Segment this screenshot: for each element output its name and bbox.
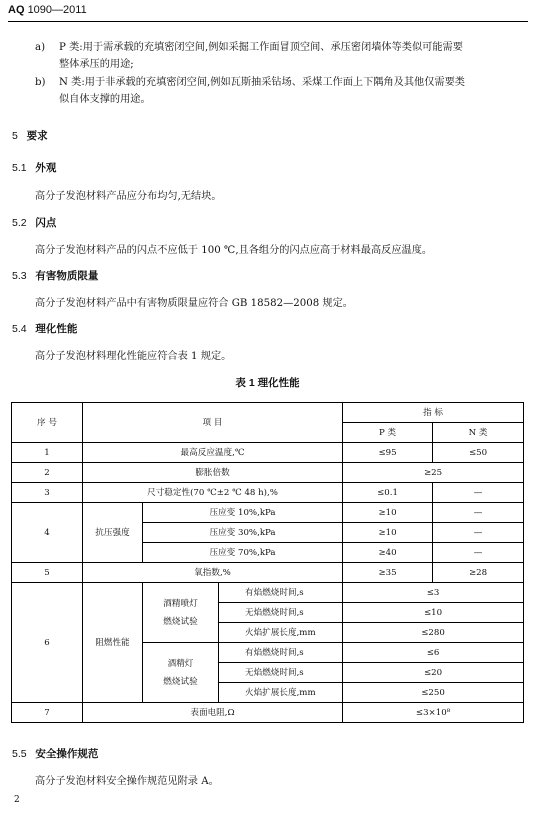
cell-n: —: [433, 483, 524, 503]
cell-seq: 6: [12, 583, 83, 703]
section-number: 5.4: [12, 323, 27, 335]
section-number: 5.5: [12, 748, 27, 760]
table-row: [12, 443, 524, 463]
section-title: 理化性能: [35, 323, 78, 335]
subgroup-line: 燃烧试验: [163, 616, 198, 627]
cell-p: ≤95: [343, 443, 433, 463]
section-title: 有害物质限量: [35, 270, 99, 282]
subgroup-line: 酒精灯: [167, 658, 194, 669]
section-title: 安全操作规范: [35, 748, 99, 760]
cell-n: —: [433, 503, 524, 523]
cell-item: 有焰燃烧时间,s: [219, 583, 343, 603]
section-body-5-5: 高分子发泡材料安全操作规范见附录 A。: [35, 776, 219, 787]
cell-seq: 7: [12, 703, 83, 723]
section-body-5-2: 高分子发泡材料产品的闪点不应低于 100 ℃,且各组分的闪点应高于材料最高反应温度。: [35, 245, 433, 256]
header-seq: 序 号: [12, 403, 83, 443]
cell-seq: 5: [12, 563, 83, 583]
section-number: 5.3: [12, 270, 27, 282]
cell-pn: ≥25: [343, 463, 524, 483]
header-rule: [8, 21, 528, 22]
section-number: 5.1: [12, 162, 27, 174]
cell-pn: ≤10: [343, 603, 524, 623]
cell-n: ≤50: [433, 443, 524, 463]
standard-prefix: AQ: [8, 4, 25, 16]
section-title: 外观: [35, 162, 57, 174]
list-item-text-cont: 似自体支撑的用途。: [59, 94, 151, 105]
section-heading-5-3: [12, 268, 98, 283]
table-row: [12, 463, 524, 483]
section-number: 5: [12, 130, 18, 142]
cell-p: ≥40: [343, 543, 433, 563]
cell-item: 无焰燃烧时间,s: [219, 603, 343, 623]
cell-group: 抗压强度: [83, 503, 143, 563]
header-p: P 类: [343, 423, 433, 443]
header-item: 项 目: [83, 403, 343, 443]
cell-pn: ≤250: [343, 683, 524, 703]
cell-p: ≤0.1: [343, 483, 433, 503]
list-item-b: [35, 74, 525, 108]
table-row: [12, 503, 524, 523]
list-item-label: b): [35, 77, 46, 88]
cell-item: 压应变 30%,kPa: [143, 523, 343, 543]
header-index: 指 标: [343, 403, 524, 423]
properties-table: [11, 402, 524, 723]
section-number: 5.2: [12, 217, 27, 229]
cell-item: 尺寸稳定性(70 ℃±2 ℃ 48 h),%: [83, 483, 343, 503]
cell-pn: ≤3×10⁸: [343, 703, 524, 723]
section-body-5-1: 高分子发泡材料产品应分布均匀,无结块。: [35, 191, 222, 202]
cell-pn: ≤20: [343, 663, 524, 683]
list-item-text: P 类:用于需承载的充填密闭空间,例如采掘工作面冒顶空间、承压密闭墙体等类似可能需要: [59, 42, 463, 53]
subgroup-line: 燃烧试验: [163, 676, 198, 687]
cell-n: ≥28: [433, 563, 524, 583]
cell-seq: 1: [12, 443, 83, 463]
header-n: N 类: [433, 423, 524, 443]
cell-item: 有焰燃烧时间,s: [219, 643, 343, 663]
table-row: [12, 703, 524, 723]
list-item-label: a): [35, 42, 46, 53]
cell-n: —: [433, 523, 524, 543]
section-heading-5-1: [12, 160, 56, 175]
list-item-text: N 类:用于非承载的充填密闭空间,例如瓦斯抽采钻场、采煤工作面上下隅角及其他仅需要类: [59, 77, 465, 88]
section-heading-5-2: [12, 215, 56, 230]
cell-pn: ≤280: [343, 623, 524, 643]
cell-n: —: [433, 543, 524, 563]
cell-group: 阻燃性能: [83, 583, 143, 703]
cell-seq: 4: [12, 503, 83, 563]
cell-subgroup: [143, 643, 219, 703]
cell-p: ≥10: [343, 503, 433, 523]
cell-p: ≥10: [343, 523, 433, 543]
cell-item: 压应变 10%,kPa: [143, 503, 343, 523]
cell-item: 表面电阻,Ω: [83, 703, 343, 723]
table-row: [12, 483, 524, 503]
table-header-row: [12, 403, 524, 423]
section-heading-5-5: [12, 746, 98, 761]
cell-p: ≥35: [343, 563, 433, 583]
section-heading-5: [12, 128, 48, 143]
section-title: 闪点: [35, 217, 57, 229]
cell-item: 无焰燃烧时间,s: [219, 663, 343, 683]
page-number: 2: [14, 795, 20, 805]
cell-item: 氧指数,%: [83, 563, 343, 583]
cell-item: 膨胀倍数: [83, 463, 343, 483]
cell-seq: 3: [12, 483, 83, 503]
list-item-text-cont: 整体承压的用途;: [59, 59, 134, 70]
cell-item: 最高反应温度,℃: [83, 443, 343, 463]
cell-item: 火焰扩展长度,mm: [219, 683, 343, 703]
section-body-5-4: 高分子发泡材料理化性能应符合表 1 规定。: [35, 351, 232, 362]
section-heading-5-4: [12, 321, 77, 336]
cell-item: 压应变 70%,kPa: [143, 543, 343, 563]
list-item-a: [35, 39, 525, 73]
table-row: [12, 583, 524, 603]
cell-subgroup: [143, 583, 219, 643]
subgroup-line: 酒精喷灯: [163, 598, 198, 609]
table-row: [12, 563, 524, 583]
cell-pn: ≤3: [343, 583, 524, 603]
table-caption: 表 1 理化性能: [235, 377, 300, 389]
standard-code: 1090—2011: [27, 4, 87, 16]
section-title: 要求: [26, 130, 48, 142]
section-body-5-3: 高分子发泡材料产品中有害物质限量应符合 GB 18582—2008 规定。: [35, 298, 353, 309]
page-header: [8, 4, 87, 16]
cell-seq: 2: [12, 463, 83, 483]
cell-item: 火焰扩展长度,mm: [219, 623, 343, 643]
cell-pn: ≤6: [343, 643, 524, 663]
